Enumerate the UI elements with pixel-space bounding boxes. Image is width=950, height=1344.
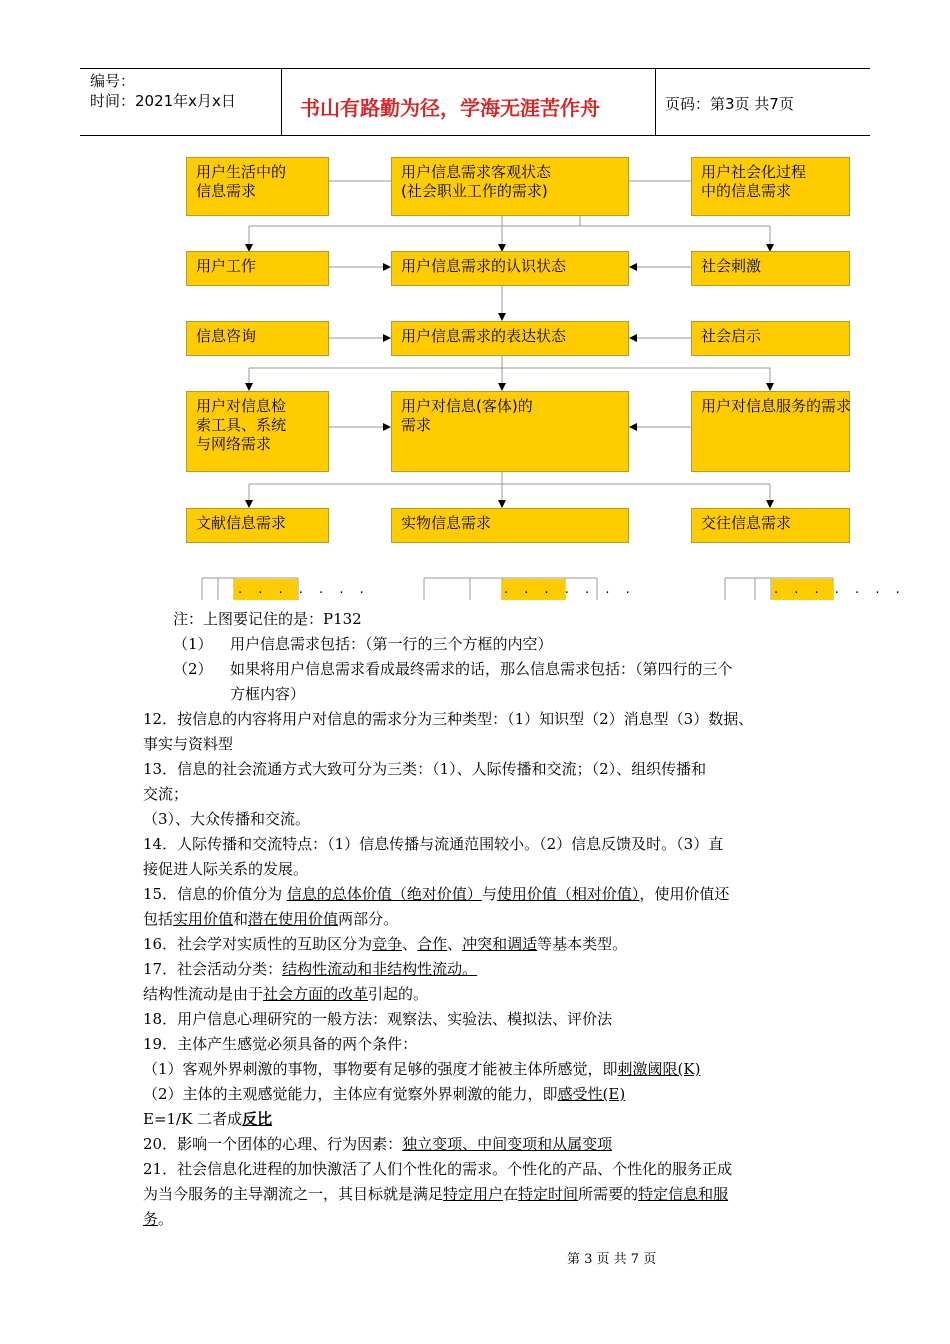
box-life-info-need: 用户生活中的 信息需求 bbox=[186, 157, 329, 216]
item-12-cont: 事实与资料型 bbox=[143, 735, 234, 753]
item-15-absolute-value: 信息的总体价值（绝对价值） bbox=[286, 885, 482, 903]
item-16-competition: 竞争 bbox=[372, 935, 403, 953]
item-17-cont-text: 结构性流动是由于 bbox=[143, 985, 264, 1003]
item-21-specific-info: 特定信息和服 bbox=[638, 1185, 729, 1203]
item-15-cont bbox=[143, 908, 398, 930]
item-18: 18．用户信息心理研究的一般方法：观察法、实验法、模拟法、评价法 bbox=[143, 1010, 613, 1028]
item-20 bbox=[143, 1133, 612, 1155]
doc-number-label: 编号： bbox=[90, 72, 136, 90]
item-21: 21．社会信息化进程的加快激活了人们个性化的需求。个性化的产品、个性化的服务正成 bbox=[143, 1160, 733, 1178]
note-2-number: （2） bbox=[173, 660, 213, 678]
item-15-cont-tail: 两部分。 bbox=[338, 910, 399, 928]
item-13-cont: 交流； bbox=[143, 785, 189, 803]
box-document-info-need: 文献信息需求 bbox=[186, 508, 329, 543]
item-12: 12．按信息的内容将用户对信息的需求分为三种类型：（1）知识型（2）消息型（3）数据、 bbox=[143, 710, 754, 728]
box-objective-state: 用户信息需求客观状态 (社会职业工作的需求) bbox=[391, 157, 629, 216]
box-info-consulting: 信息咨询 bbox=[186, 321, 329, 356]
page-footer: 第 3 页 共 7 页 bbox=[567, 1252, 657, 1267]
item-15-practical-value: 实用价值 bbox=[173, 910, 234, 928]
item-15-and: 与 bbox=[481, 885, 497, 903]
item-19-condition-2-text: （2）主体的主观感觉能力，主体应有觉察外界刺激的能力，即 bbox=[143, 1085, 558, 1103]
item-16-sep2: 、 bbox=[447, 935, 463, 953]
item-19-formula bbox=[143, 1108, 272, 1130]
box-social-stimulus: 社会刺激 bbox=[691, 251, 850, 286]
item-17-cont-tail: 引起的。 bbox=[368, 985, 429, 1003]
item-17-cont bbox=[143, 983, 428, 1005]
item-20-text: 20．影响一个团体的心理、行为因素： bbox=[143, 1135, 403, 1153]
box-info-object-need: 用户对信息(客体)的 需求 bbox=[391, 391, 629, 472]
item-15-cont-and: 和 bbox=[233, 910, 249, 928]
item-19-formula-text: E=1/K 二者成 bbox=[143, 1110, 243, 1128]
page-number-label: 页码：第3页 共7页 bbox=[665, 95, 794, 113]
note-1-number: （1） bbox=[173, 635, 213, 653]
item-21-specific-user: 特定用户 bbox=[443, 1185, 504, 1203]
item-15 bbox=[143, 883, 729, 905]
item-21-end: 。 bbox=[158, 1210, 174, 1228]
item-16-sep1: 、 bbox=[402, 935, 418, 953]
dots-middle: . . . . . . . bbox=[504, 582, 636, 597]
item-14: 14．人际传播和交流特点：（1）信息传播与流通范围较小。（2）信息反馈及时。（3）直 bbox=[143, 835, 724, 853]
item-14-cont: 接促进人际关系的发展。 bbox=[143, 860, 309, 878]
box-cognitive-state: 用户信息需求的认识状态 bbox=[391, 251, 629, 286]
item-19: 19．主体产生感觉必须具备的两个条件： bbox=[143, 1035, 418, 1053]
item-21-service: 务 bbox=[143, 1210, 159, 1228]
box-info-service-need: 用户对信息服务的需求 bbox=[691, 391, 850, 472]
item-13: 13．信息的社会流通方式大致可分为三类：（1）、人际传播和交流；（2）、组织传播和 bbox=[143, 760, 707, 778]
box-communication-info-need: 交往信息需求 bbox=[691, 508, 850, 543]
item-17-social-reform: 社会方面的改革 bbox=[263, 985, 369, 1003]
note-heading: 注：上图要记住的是：P132 bbox=[173, 610, 362, 628]
note-2-text: 如果将用户信息需求看成最终需求的话，那么信息需求包括：（第四行的三个 bbox=[230, 660, 733, 678]
box-socialization-need: 用户社会化过程 中的信息需求 bbox=[691, 157, 850, 216]
note-1-text: 用户信息需求包括：（第一行的三个方框的内空） bbox=[230, 635, 553, 653]
item-15-use-value: 使用价值（相对价值） bbox=[496, 885, 640, 903]
box-user-work: 用户工作 bbox=[186, 251, 329, 286]
box-expression-state: 用户信息需求的表达状态 bbox=[391, 321, 629, 356]
item-21-cont bbox=[143, 1183, 728, 1205]
item-17-flow-types: 结构性流动和非结构性流动。 bbox=[282, 960, 478, 978]
header-motto: 书山有路勤为径，学海无涯苦作舟 bbox=[300, 96, 600, 120]
item-19-inverse: 反比 bbox=[242, 1110, 273, 1128]
item-16-conflict: 冲突和调适 bbox=[462, 935, 538, 953]
item-21-at: 在 bbox=[503, 1185, 519, 1203]
box-physical-info-need: 实物信息需求 bbox=[391, 508, 629, 543]
item-16-cooperation: 合作 bbox=[417, 935, 448, 953]
item-21-cont2 bbox=[143, 1208, 173, 1230]
item-16 bbox=[143, 933, 627, 955]
item-15-cont-text: 包括 bbox=[143, 910, 174, 928]
item-16-text: 16．社会学对实质性的互助区分为 bbox=[143, 935, 373, 953]
item-19-threshold: 刺激阈限(K) bbox=[617, 1060, 701, 1078]
item-15-text: 15．信息的价值分为 bbox=[143, 885, 287, 903]
doc-time-label: 时间：2021年x月x日 bbox=[90, 92, 236, 110]
item-19-condition-2 bbox=[143, 1083, 625, 1105]
item-17 bbox=[143, 958, 477, 980]
dots-right: . . . . . . . bbox=[774, 582, 906, 597]
item-16-tail: 等基本类型。 bbox=[537, 935, 628, 953]
box-retrieval-tools-need: 用户对信息检 索工具、系统 与网络需求 bbox=[186, 391, 329, 472]
item-15-potential-value: 潜在使用价值 bbox=[248, 910, 339, 928]
item-21-need: 所需要的 bbox=[578, 1185, 639, 1203]
item-17-text: 17．社会活动分类： bbox=[143, 960, 283, 978]
item-19-condition-1 bbox=[143, 1058, 700, 1080]
item-20-variables: 独立变项、中间变项和从属变项 bbox=[402, 1135, 613, 1153]
item-15-tail: ，使用价值还 bbox=[639, 885, 730, 903]
note-2-text-cont: 方框内容） bbox=[230, 685, 306, 703]
item-19-sensitivity: 感受性(E) bbox=[557, 1085, 626, 1103]
item-19-condition-1-text: （1）客观外界刺激的事物，事物要有足够的强度才能被主体所感觉，即 bbox=[143, 1060, 618, 1078]
box-social-enlightenment: 社会启示 bbox=[691, 321, 850, 356]
item-21-cont-text: 为当今服务的主导潮流之一，其目标就是满足 bbox=[143, 1185, 444, 1203]
dots-left: . . . . . . . bbox=[238, 582, 370, 597]
item-21-specific-time: 特定时间 bbox=[518, 1185, 579, 1203]
item-13-cont2: （3）、大众传播和交流。 bbox=[143, 810, 311, 828]
